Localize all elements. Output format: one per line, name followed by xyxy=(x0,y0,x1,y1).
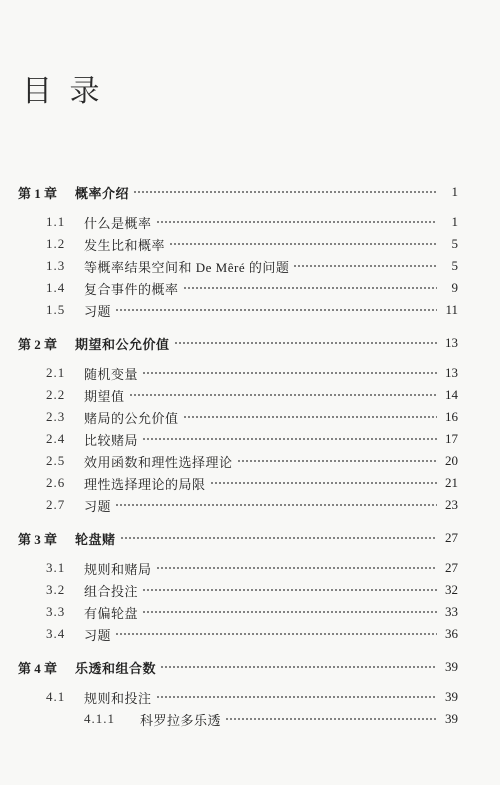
toc-section-row xyxy=(18,579,458,601)
section-title: 组合投注 xyxy=(84,583,139,599)
dot-leader xyxy=(142,428,437,450)
toc-section-row xyxy=(18,211,458,233)
section-number: 3.1 xyxy=(46,560,66,575)
dot-leader xyxy=(174,332,437,354)
toc-section-row xyxy=(18,362,458,384)
page-number: 36 xyxy=(445,626,458,641)
toc-section-row xyxy=(18,255,458,277)
section-title: 随机变量 xyxy=(84,366,139,382)
page-number: 13 xyxy=(445,335,458,350)
section-number: 3.2 xyxy=(46,582,66,597)
section-title: 等概率结果空间和 De Mêré 的问题 xyxy=(84,259,290,275)
chapter-number: 第 4 章 xyxy=(18,660,58,676)
chapter-number: 第 2 章 xyxy=(18,336,58,352)
page-number: 23 xyxy=(445,497,458,512)
page-number: 17 xyxy=(445,431,458,446)
chapter-number: 第 1 章 xyxy=(18,185,58,201)
toc-chapter-row xyxy=(18,332,458,354)
toc-section-row xyxy=(18,450,458,472)
toc-chapter-row xyxy=(18,527,458,549)
section-title: 习题 xyxy=(84,498,112,514)
toc-section-row xyxy=(18,428,458,450)
dot-leader xyxy=(156,211,437,233)
toc-section-row xyxy=(18,623,458,645)
toc-subsection-row xyxy=(18,708,458,730)
dot-leader xyxy=(120,527,437,549)
chapter-number: 第 3 章 xyxy=(18,531,58,547)
toc-section-row xyxy=(18,557,458,579)
chapter-title: 轮盘赌 xyxy=(75,531,116,547)
section-number: 1.3 xyxy=(46,258,66,273)
dot-leader xyxy=(183,406,437,428)
section-number: 1.2 xyxy=(46,236,66,251)
section-number: 2.6 xyxy=(46,475,66,490)
section-number: 1.5 xyxy=(46,302,66,317)
toc-section-row xyxy=(18,601,458,623)
subsection-number: 4.1.1 xyxy=(84,711,115,726)
toc-section-row xyxy=(18,472,458,494)
section-title: 习题 xyxy=(84,627,112,643)
section-title: 习题 xyxy=(84,303,112,319)
section-title: 有偏轮盘 xyxy=(84,605,139,621)
page-number: 13 xyxy=(445,365,458,380)
dot-leader xyxy=(142,601,437,623)
dot-leader xyxy=(225,708,437,730)
section-number: 2.1 xyxy=(46,365,66,380)
table-of-contents xyxy=(18,181,458,730)
page-number: 11 xyxy=(445,302,458,317)
chapter-title: 概率介绍 xyxy=(75,185,130,201)
section-title: 什么是概率 xyxy=(84,215,152,231)
page-number: 5 xyxy=(451,236,458,251)
page-number: 32 xyxy=(445,582,458,597)
page-number: 5 xyxy=(451,258,458,273)
dot-leader xyxy=(156,557,437,579)
section-title: 比较赌局 xyxy=(84,432,139,448)
dot-leader xyxy=(142,362,437,384)
section-number: 2.3 xyxy=(46,409,66,424)
page-number: 1 xyxy=(451,184,458,199)
toc-section-row xyxy=(18,233,458,255)
page-number: 27 xyxy=(445,530,458,545)
dot-leader xyxy=(237,450,437,472)
section-number: 2.4 xyxy=(46,431,66,446)
toc-section-row xyxy=(18,406,458,428)
toc-chapter-row xyxy=(18,181,458,203)
section-number: 1.1 xyxy=(46,214,66,229)
dot-leader xyxy=(160,656,437,678)
dot-leader xyxy=(133,181,437,203)
page-number: 21 xyxy=(445,475,458,490)
dot-leader xyxy=(293,255,437,277)
section-title: 发生比和概率 xyxy=(84,237,166,253)
chapter-title: 期望和公允价值 xyxy=(75,336,170,352)
section-title: 规则和赌局 xyxy=(84,561,152,577)
section-title: 规则和投注 xyxy=(84,690,152,706)
toc-section-row xyxy=(18,686,458,708)
section-title: 期望值 xyxy=(84,388,125,404)
section-number: 1.4 xyxy=(46,280,66,295)
dot-leader xyxy=(183,277,437,299)
section-number: 2.7 xyxy=(46,497,66,512)
page-number: 33 xyxy=(445,604,458,619)
section-title: 理性选择理论的局限 xyxy=(84,476,206,492)
page-number: 39 xyxy=(445,659,458,674)
page-number: 20 xyxy=(445,453,458,468)
section-title: 复合事件的概率 xyxy=(84,281,179,297)
toc-section-row xyxy=(18,299,458,321)
page-number: 14 xyxy=(445,387,458,402)
toc-chapter-row xyxy=(18,656,458,678)
page-title: 目 录 xyxy=(22,74,104,109)
page-number: 9 xyxy=(451,280,458,295)
page-number: 27 xyxy=(445,560,458,575)
dot-leader xyxy=(156,686,437,708)
dot-leader xyxy=(115,494,437,516)
section-number: 4.1 xyxy=(46,689,66,704)
dot-leader xyxy=(115,299,437,321)
toc-section-row xyxy=(18,277,458,299)
page-number: 16 xyxy=(445,409,458,424)
section-title: 赌局的公允价值 xyxy=(84,410,179,426)
section-number: 2.5 xyxy=(46,453,66,468)
section-number: 2.2 xyxy=(46,387,66,402)
dot-leader xyxy=(210,472,437,494)
toc-section-row xyxy=(18,494,458,516)
page-number: 39 xyxy=(445,689,458,704)
dot-leader xyxy=(142,579,437,601)
subsection-title: 科罗拉多乐透 xyxy=(140,712,222,728)
dot-leader xyxy=(115,623,437,645)
dot-leader xyxy=(129,384,437,406)
page-number: 1 xyxy=(451,214,458,229)
section-number: 3.3 xyxy=(46,604,66,619)
page-number: 39 xyxy=(445,711,458,726)
section-number: 3.4 xyxy=(46,626,66,641)
chapter-title: 乐透和组合数 xyxy=(75,660,157,676)
dot-leader xyxy=(169,233,437,255)
toc-section-row xyxy=(18,384,458,406)
section-title: 效用函数和理性选择理论 xyxy=(84,454,233,470)
